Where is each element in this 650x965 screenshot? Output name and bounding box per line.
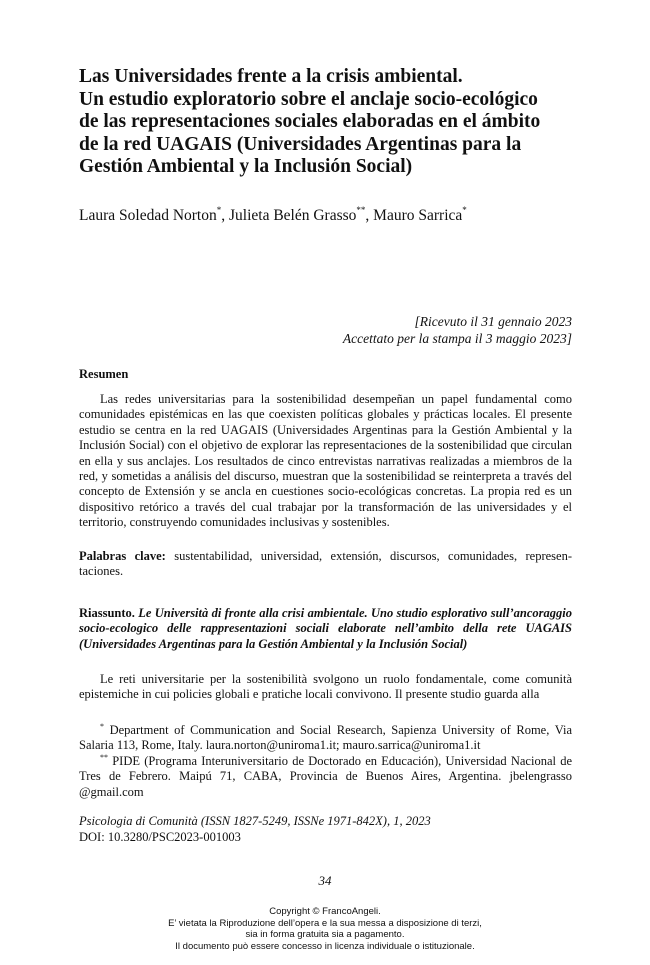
title-line: de las representaciones sociales elaboradas en el ámbito — [79, 111, 541, 132]
author-affiliation-mark: ** — [356, 205, 366, 215]
received-date: [Ricevuto il 31 gennaio 2023 — [414, 314, 572, 329]
footnote-mark: * — [100, 722, 104, 731]
author-name: Julieta Belén Grasso — [229, 207, 357, 224]
copyright-line: E’ vietata la Riproduzione dell’opera e la sua messa a disposizione di terzi, — [168, 917, 482, 929]
abstract-heading: Resumen — [79, 367, 129, 381]
copyright-notice — [0, 906, 650, 952]
author-separator: , — [221, 207, 229, 224]
author-name: Laura Soledad Norton — [79, 207, 217, 224]
footnote — [79, 723, 572, 754]
article-title — [79, 66, 599, 179]
author-list — [79, 207, 467, 225]
submission-dates — [343, 313, 572, 347]
journal-name: Psicologia di Comunità (ISSN 1827-5249, ISSNe 1971-842X), 1, 2023 — [79, 814, 431, 828]
footnote-text: PIDE (Programa Interuniversitario de Doctorado en Educación), Universidad Nacional de Tres de Febrero. Maipú 71, CABA, Provincia de Buenos Aires, Argentina. jbelengrasso @gmail.com — [79, 753, 572, 799]
footnote-text: Department of Communication and Social Research, Sapienza University of Rome, Via Salaria 113, Rome, Italy. laura.norton@uniroma1.it; mauro.sarrica@uniroma1.it — [79, 723, 572, 753]
author-affiliation-mark: * — [462, 205, 467, 215]
author-affiliation-mark: * — [216, 205, 222, 215]
copyright-line: Il documento può essere concesso in licenza individuale o istituzionale. — [175, 940, 475, 952]
title-line: Gestión Ambiental y la Inclusión Social) — [79, 156, 413, 177]
copyright-line: sia in forma gratuita sia a pagamento. — [245, 929, 405, 941]
keywords-text: sustentabilidad, universidad, extensión, discursos, comunidades, representaciones. — [79, 549, 572, 579]
accepted-date: Accettato per la stampa il 3 maggio 2023] — [342, 331, 572, 346]
title-line: Un estudio exploratorio sobre el anclaje socio-ecológico — [79, 88, 538, 110]
page-number: 34 — [318, 873, 332, 888]
riassunto-label: Riassunto. — [79, 606, 135, 620]
footnote — [79, 754, 572, 800]
title-line: de la red UAGAIS (Universidades Argentinas para la — [79, 133, 522, 155]
journal-info — [79, 814, 431, 845]
doi: DOI: 10.3280/PSC2023-001003 — [79, 829, 241, 844]
keywords-label: Palabras clave: — [79, 549, 166, 563]
riassunto-title: Le Università di fronte alla crisi ambientale. Uno studio esplorativo sull’ancoraggio socio-ecologico delle rappresentazioni sociali elaborate nell’ambito della rete UAGAIS (Universidades Argentinas para la Gestión Ambiental y la Inclusión Social) — [79, 606, 572, 651]
footnote-mark: ** — [100, 752, 108, 762]
author-name: Mauro Sarrica — [373, 207, 463, 224]
author-separator: , — [365, 207, 374, 224]
riassunto-body: Le reti universitarie per la sostenibilità svolgono un ruolo fondamentale, come comunità epistemiche in cui policies globali e pratiche locali convivono. Il presente studio guarda alla — [79, 672, 572, 702]
riassunto-heading — [79, 606, 572, 652]
copyright-line: Copyright © FrancoAngeli. — [269, 906, 381, 917]
title-line: Las Universidades frente a la crisis ambiental. — [79, 66, 463, 87]
keywords — [79, 549, 572, 580]
abstract-body: Las redes universitarias para la sostenibilidad desempeñan un papel fundamental como comunidades epistémicas en las que coexisten políticas globales y prácticas locales. El presente estudio se centra en la red UAGAIS (Universidades Argentinas para la Gestión Ambiental y la Inclusión Social) con el objetivo de explorar las representaciones de la sostenibilidad que circulan en ella y sus anclajes. Los resultados de cinco entrevistas narrativas realizadas a miembros de la red, y sometidas a análisis del discurso, muestran que la sostenibilidad se reinterpreta a través del concepto de Extensión y se ancla en cuestiones socio-ecológicas concretas. La propia red es un dispositivo retórico a través del cual trabajar por la transformación de las universidades y el territorio, construyendo comunidades inclusivas y sostenibles. — [79, 392, 572, 530]
footnotes — [79, 723, 572, 800]
